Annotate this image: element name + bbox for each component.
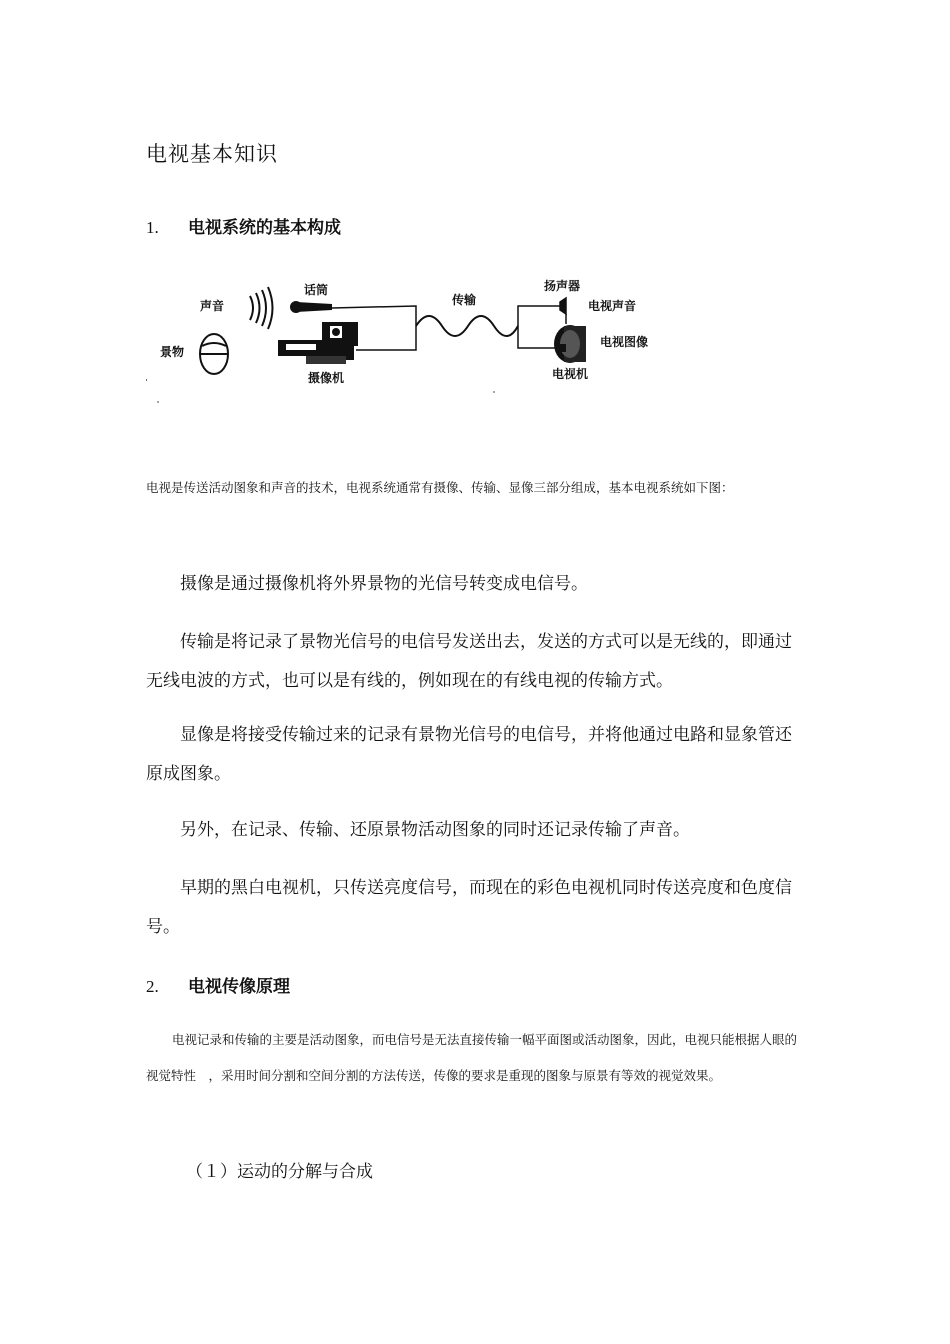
paragraph-color: 早期的黑白电视机，只传送亮度信号，而现在的彩色电视机同时传送亮度和色度信号。 [146, 878, 792, 937]
section-2-heading [146, 972, 290, 997]
paragraph-transmission: 传输是将记录了景物光信号的电信号发送出去，发送的方式可以是无线的，即通过无线电波的方式，也可以是有线的，例如现在的有线电视的传输方式。 [146, 632, 792, 691]
microphone-icon [290, 301, 332, 313]
page-title: 电视基本知识 [146, 142, 278, 166]
paragraph-display: 显像是将接受传输过来的记录有景物光信号的电信号，并将他通过电路和显象管还原成图象。 [146, 725, 792, 784]
tv-system-diagram [146, 268, 676, 408]
section-1-title: 电视系统的基本构成 [188, 218, 341, 238]
transmission-cable [416, 316, 518, 336]
transmission-label: 传输 [452, 293, 477, 307]
section-1-heading [146, 213, 341, 238]
camera-icon [278, 322, 358, 364]
section-2-title: 电视传像原理 [188, 977, 290, 997]
tv-sound-label: 电视声音 [588, 299, 637, 313]
section-2-number: 2. [146, 977, 159, 996]
section-2-paragraph: 电视记录和传输的主要是活动图象，而电信号是无法直接传输一幅平面图或活动图象，因此，电视只能根据人眼的视觉特性 ，采用时间分割和空间分割的方法传送，传像的要求是重现的图象与原景有等效的视觉效果。 [146, 1032, 798, 1083]
scene-label: 景物 [160, 345, 185, 359]
speaker-icon [560, 298, 566, 324]
camera-label: 摄像机 [308, 371, 345, 385]
speaker-label: 扬声器 [544, 279, 581, 293]
section-1-number: 1. [146, 218, 159, 237]
tv-image-label: 电视图像 [600, 335, 649, 349]
subheading-motion: （１）运动的分解与合成 [186, 1162, 373, 1182]
scene-icon [200, 334, 228, 374]
figure-caption: 电视是传送活动图象和声音的技术，电视系统通常有摄像、传输、显像三部分组成，基本电视系统如下图： [146, 480, 734, 495]
sound-label: 声音 [200, 299, 225, 313]
paragraph-camera: 摄像是通过摄像机将外界景物的光信号转变成电信号。 [180, 574, 588, 594]
tv-set-icon [554, 325, 586, 363]
microphone-label: 话筒 [304, 283, 329, 297]
sound-waves-icon [250, 287, 273, 329]
tv-set-label: 电视机 [552, 367, 589, 381]
paragraph-sound: 另外，在记录、传输、还原景物活动图象的同时还记录传输了声音。 [180, 820, 690, 840]
